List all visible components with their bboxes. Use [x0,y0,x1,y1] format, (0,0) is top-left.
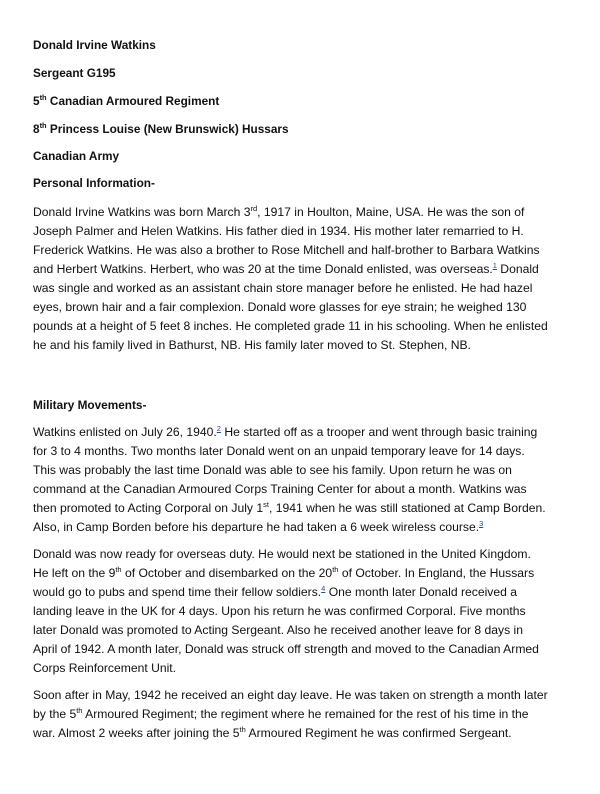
soldier-name-heading: Donald Irvine Watkins [33,38,156,52]
text-line: Watkins enlisted on July 26, 1940.$^2$ He started off as a trooper and went through basic training [33,424,538,439]
text-line: Corps Reinforcement Unit. [33,661,177,675]
rank-heading: Sergeant G195 [33,66,116,80]
regiment-heading: 5th Canadian Armoured Regiment [33,93,220,108]
text-line: landing leave in the UK for 4 days. Upon his return he was confirmed Corporal. Five months [33,604,526,618]
text-line: war. Almost 2 weeks after joining the 5th Armoured Regiment he was confirmed Sergeant. [33,725,512,740]
text-line: Frederick Watkins. He was also a brother to Rose Mitchell and half-brother to Barbara Watkins [33,243,540,257]
military-paragraph-2 [33,545,568,678]
footnote-link[interactable]: 2 [216,424,221,433]
text-line: April of 1942. A month later, Donald was struck off strength and moved to the Canadian Armed [33,642,539,656]
text-line: Soon after in May, 1942 he received an eight day leave. He was taken on strength a month later [33,688,548,702]
footnote-link[interactable]: 3 [479,519,484,528]
text-line: then promoted to Acting Corporal on July 1st, 1941 when he was still stationed at Camp Borden. [33,500,546,515]
footnote-link[interactable]: 1 [492,261,497,270]
text-line: Joseph Palmer and Helen Watkins. His father died in 1934. His mother later remarried to H. [33,224,524,238]
text-line: Donald was now ready for overseas duty. He would next be stationed in the United Kingdom. [33,547,531,561]
text-line: Also, in Camp Borden before his departure he had taken a 6 week wireless course.$^3$ [33,519,484,534]
text-line: He left on the 9th of October and disembarked on the 20th of October. In England, the Hussars [33,565,535,580]
text-line: for 3 to 4 months. Two months later Donald went on an unpaid temporary leave for 14 days. [33,444,525,458]
text-line: he and his family lived in Bathurst, NB. His family later moved to St. Stephen, NB. [33,338,471,352]
footnote-link[interactable]: 4 [321,584,326,593]
text-line: Donald Irvine Watkins was born March 3rd, 1917 in Houlton, Maine, USA. He was the son of [33,204,525,219]
personal-info-heading: Personal Information- [33,176,155,190]
military-paragraph-3 [33,686,568,743]
text-line: later Donald was promoted to Acting Sergeant. Also he received another leave for 8 days in [33,623,523,637]
hussars-heading: 8th Princess Louise (New Brunswick) Hussars [33,121,289,136]
text-line: and Herbert Watkins. Herbert, who was 20 at the time Donald enlisted, was overseas.$^1$ Donald [33,261,539,276]
text-line: eyes, brown hair and a fair complexion. Donald wore glasses for eye strain; he weighed 130 [33,300,527,314]
text-line: by the 5th Armoured Regiment; the regiment where he remained for the rest of his time in the [33,706,529,721]
text-line: command at the Canadian Armoured Corps Training Center for about a month. Watkins was [33,482,527,496]
text-line: This was probably the last time Donald was able to see his family. Upon return he was on [33,463,512,477]
military-movements-heading: Military Movements- [33,398,147,412]
text-line: pounds at a height of 5 feet 8 inches. He completed grade 11 in his schooling. When he enlisted [33,319,548,333]
army-heading: Canadian Army [33,149,120,163]
text-line: would go to pubs and spend time their fellow soldiers.$^4$ One month later Donald received a [33,584,518,599]
text-line: was single and worked as an assistant chain store manager before he enlisted. He had hazel [33,281,533,295]
military-paragraph-1 [33,423,568,537]
personal-info-paragraph [33,203,568,355]
